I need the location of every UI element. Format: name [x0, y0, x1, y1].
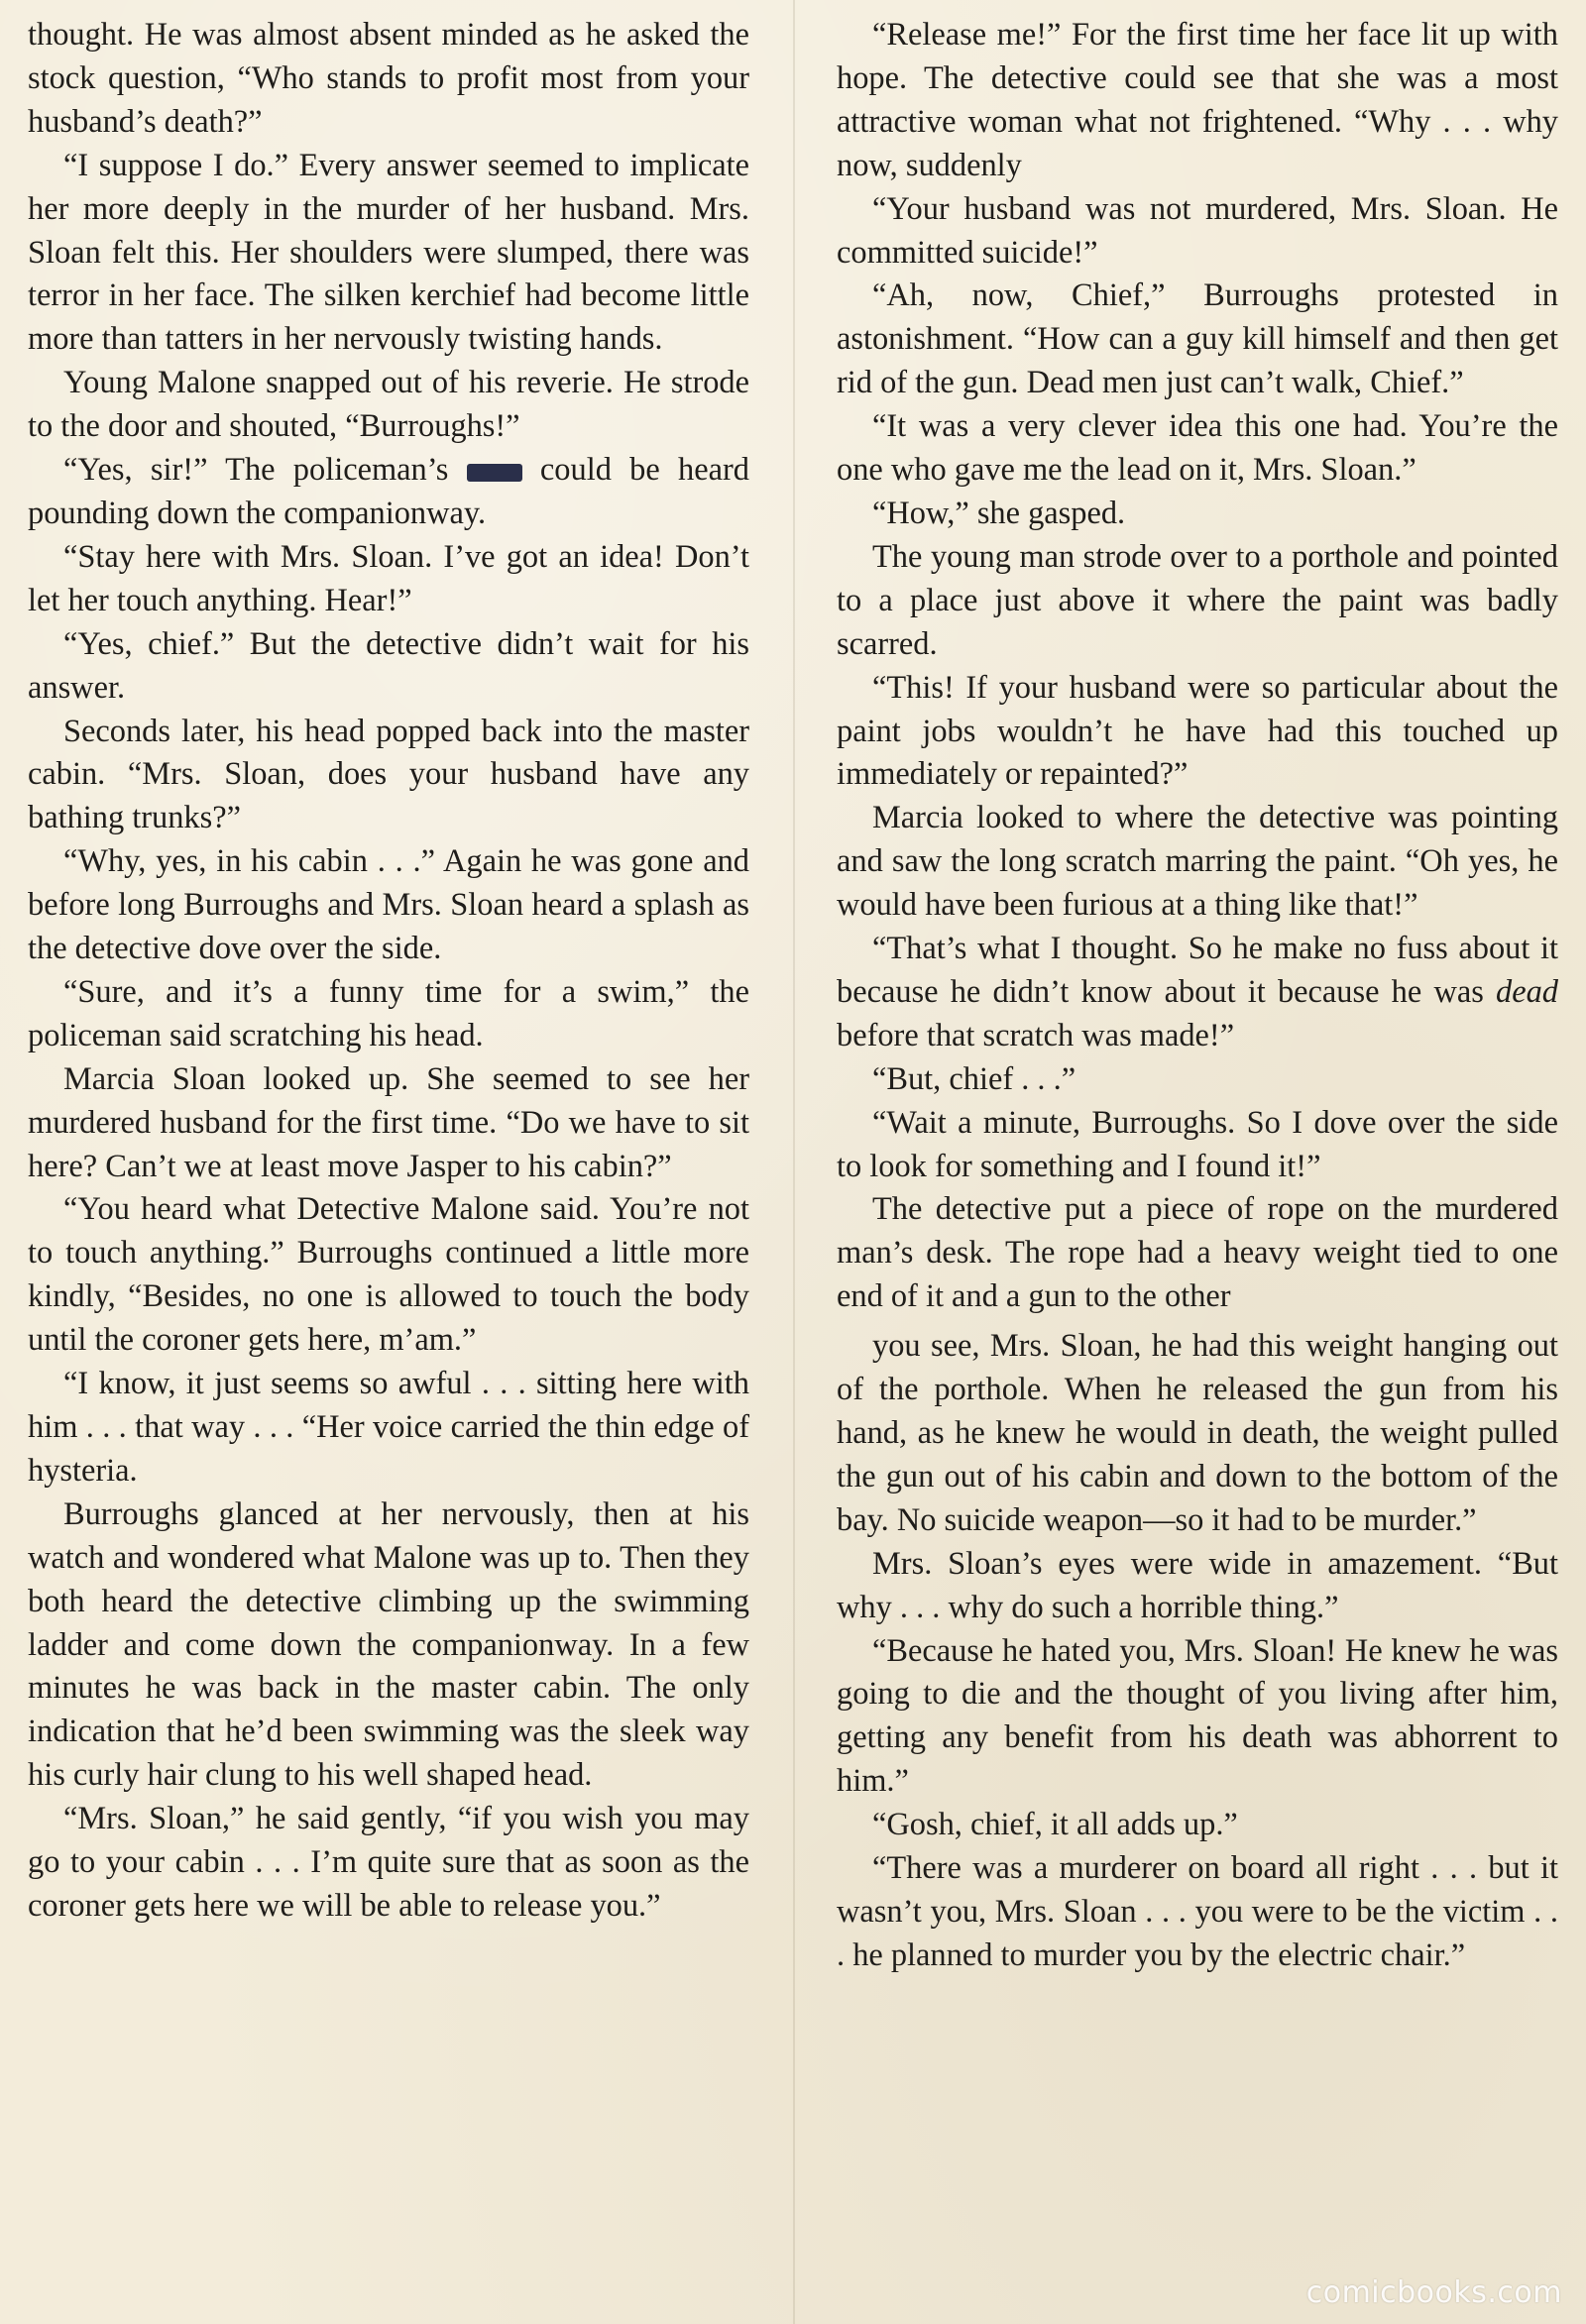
left-column — [28, 14, 749, 1929]
paragraph: “Why, yes, in his cabin . . .” Again he was gone and before long Burroughs and Mrs. Sloan heard a splash as the detective dove over the side. — [28, 843, 749, 967]
paragraph: “Sure, and it’s a funny time for a swim,” the policeman said scratching his head. — [28, 973, 749, 1053]
paragraph-text: before that scratch was made!” — [837, 1017, 1235, 1053]
paragraph-text: “That’s what I thought. So he make no fuss about it because he didn’t know about it because he was — [837, 931, 1558, 1010]
paragraph: “Wait a minute, Burroughs. So I dove over the side to look for something and I found it!” — [837, 1104, 1558, 1184]
paragraph: “Gosh, chief, it all adds up.” — [872, 1807, 1238, 1843]
paragraph: “I suppose I do.” Every answer seemed to implicate her more deeply in the murder of her husband. Mrs. Sloan felt this. Her shoulders were slumped, there was terror in her face. The silken kerchief had become little more than tatters in her nervously twisting hands. — [28, 147, 749, 358]
paragraph: “Release me!” For the first time her face lit up with hope. The detective could see that she was a most attractive woman what not frightened. “Why . . . why now, suddenly — [837, 17, 1558, 183]
watermark: comicbooks.com — [1305, 2275, 1562, 2310]
paragraph: “Yes, chief.” But the detective didn’t wait for his answer. — [28, 625, 749, 706]
paragraph — [837, 928, 1558, 1058]
paragraph: “How,” she gasped. — [872, 495, 1126, 531]
ink-smudge — [467, 464, 522, 482]
paragraph: Seconds later, his head popped back into the master cabin. “Mrs. Sloan, does your husband have any bathing trunks?” — [28, 713, 749, 836]
paragraph: “Ah, now, Chief,” Burroughs protested in astonishment. “How can a guy kill himself and then get rid of the gun. Dead men just can’t walk, Chief.” — [837, 277, 1558, 401]
paragraph: “Stay here with Mrs. Sloan. I’ve got an idea! Don’t let her touch anything. Hear!” — [28, 538, 749, 618]
paragraph: “This! If your husband were so particular about the paint jobs wouldn’t he have had this touched up immediately or repainted?” — [837, 669, 1558, 793]
paragraph: Marcia Sloan looked up. She seemed to see her murdered husband for the first time. “Do we have to sit here? Can’t we at least move Jasper to his cabin?” — [28, 1060, 749, 1184]
paragraph: Burroughs glanced at her nervously, then at his watch and wondered what Malone was up to. Then they both heard the detective climbing up the swimming ladder and come down the companionway. In a few minutes he was back in the master cabin. The only indication that he’d been swimming was the sleek way his curly hair clung to his well shaped head. — [28, 1495, 749, 1794]
paragraph: “But, chief . . .” — [872, 1060, 1076, 1097]
paragraph: thought. He was almost absent minded as he asked the stock question, “Who stands to profit most from your husband’s death?” — [28, 17, 749, 140]
right-column — [837, 14, 1558, 1978]
paragraph: Marcia looked to where the detective was pointing and saw the long scratch marring the paint. “Oh yes, he would have been furious at a thing like that!” — [837, 800, 1558, 924]
paragraph: “Because he hated you, Mrs. Sloan! He knew he was going to die and the thought of you living after him, getting any benefit from his death was abhorrent to him.” — [837, 1632, 1558, 1800]
paragraph: The young man strode over to a porthole and pointed to a place just above it where the paint was badly scarred. — [837, 538, 1558, 662]
paragraph: “You heard what Detective Malone said. You’re not to touch anything.” Burroughs continued a little more kindly, “Besides, no one is allowed to touch the body until the coroner gets here, m’am.” — [28, 1191, 749, 1359]
paragraph: Young Malone snapped out of his reverie. He strode to the door and shouted, “Burroughs!” — [28, 365, 749, 445]
column-divider — [793, 0, 795, 2324]
emphasized-word: dead — [1496, 973, 1558, 1010]
paragraph: “There was a murderer on board all right . . . but it wasn’t you, Mrs. Sloan . . . you were to be the victim . . . he planned to murder you by the electric chair.” — [837, 1850, 1558, 1973]
paragraph: Mrs. Sloan’s eyes were wide in amazement. “But why . . . why do such a horrible thing.” — [837, 1545, 1558, 1625]
paragraph: “It was a very clever idea this one had. You’re the one who gave me the lead on it, Mrs. Sloan.” — [837, 408, 1558, 489]
paragraph: The detective put a piece of rope on the murdered man’s desk. The rope had a heavy weight tied to one end of it and a gun to the other — [837, 1191, 1558, 1315]
paragraph-text: could be heard pounding down the companionway. — [28, 452, 749, 531]
paragraph: you see, Mrs. Sloan, he had this weight hanging out of the porthole. When he released the gun from his hand, as he knew he would in death, the weight pulled the gun out of his cabin and down to the bottom of the bay. No suicide weapon—so it had to be murder.” — [837, 1328, 1558, 1538]
paragraph: “I know, it just seems so awful . . . sitting here with him . . . that way . . . “Her voice carried the thin edge of hysteria. — [28, 1366, 749, 1489]
paragraph: “Mrs. Sloan,” he said gently, “if you wish you may go to your cabin . . . I’m quite sure that as soon as the coroner gets here we will be able to release you.” — [28, 1801, 749, 1924]
paragraph-text: “Yes, sir!” The policeman’s — [63, 452, 449, 489]
paragraph — [28, 449, 749, 536]
paragraph: “Your husband was not murdered, Mrs. Sloan. He committed suicide!” — [837, 190, 1558, 271]
